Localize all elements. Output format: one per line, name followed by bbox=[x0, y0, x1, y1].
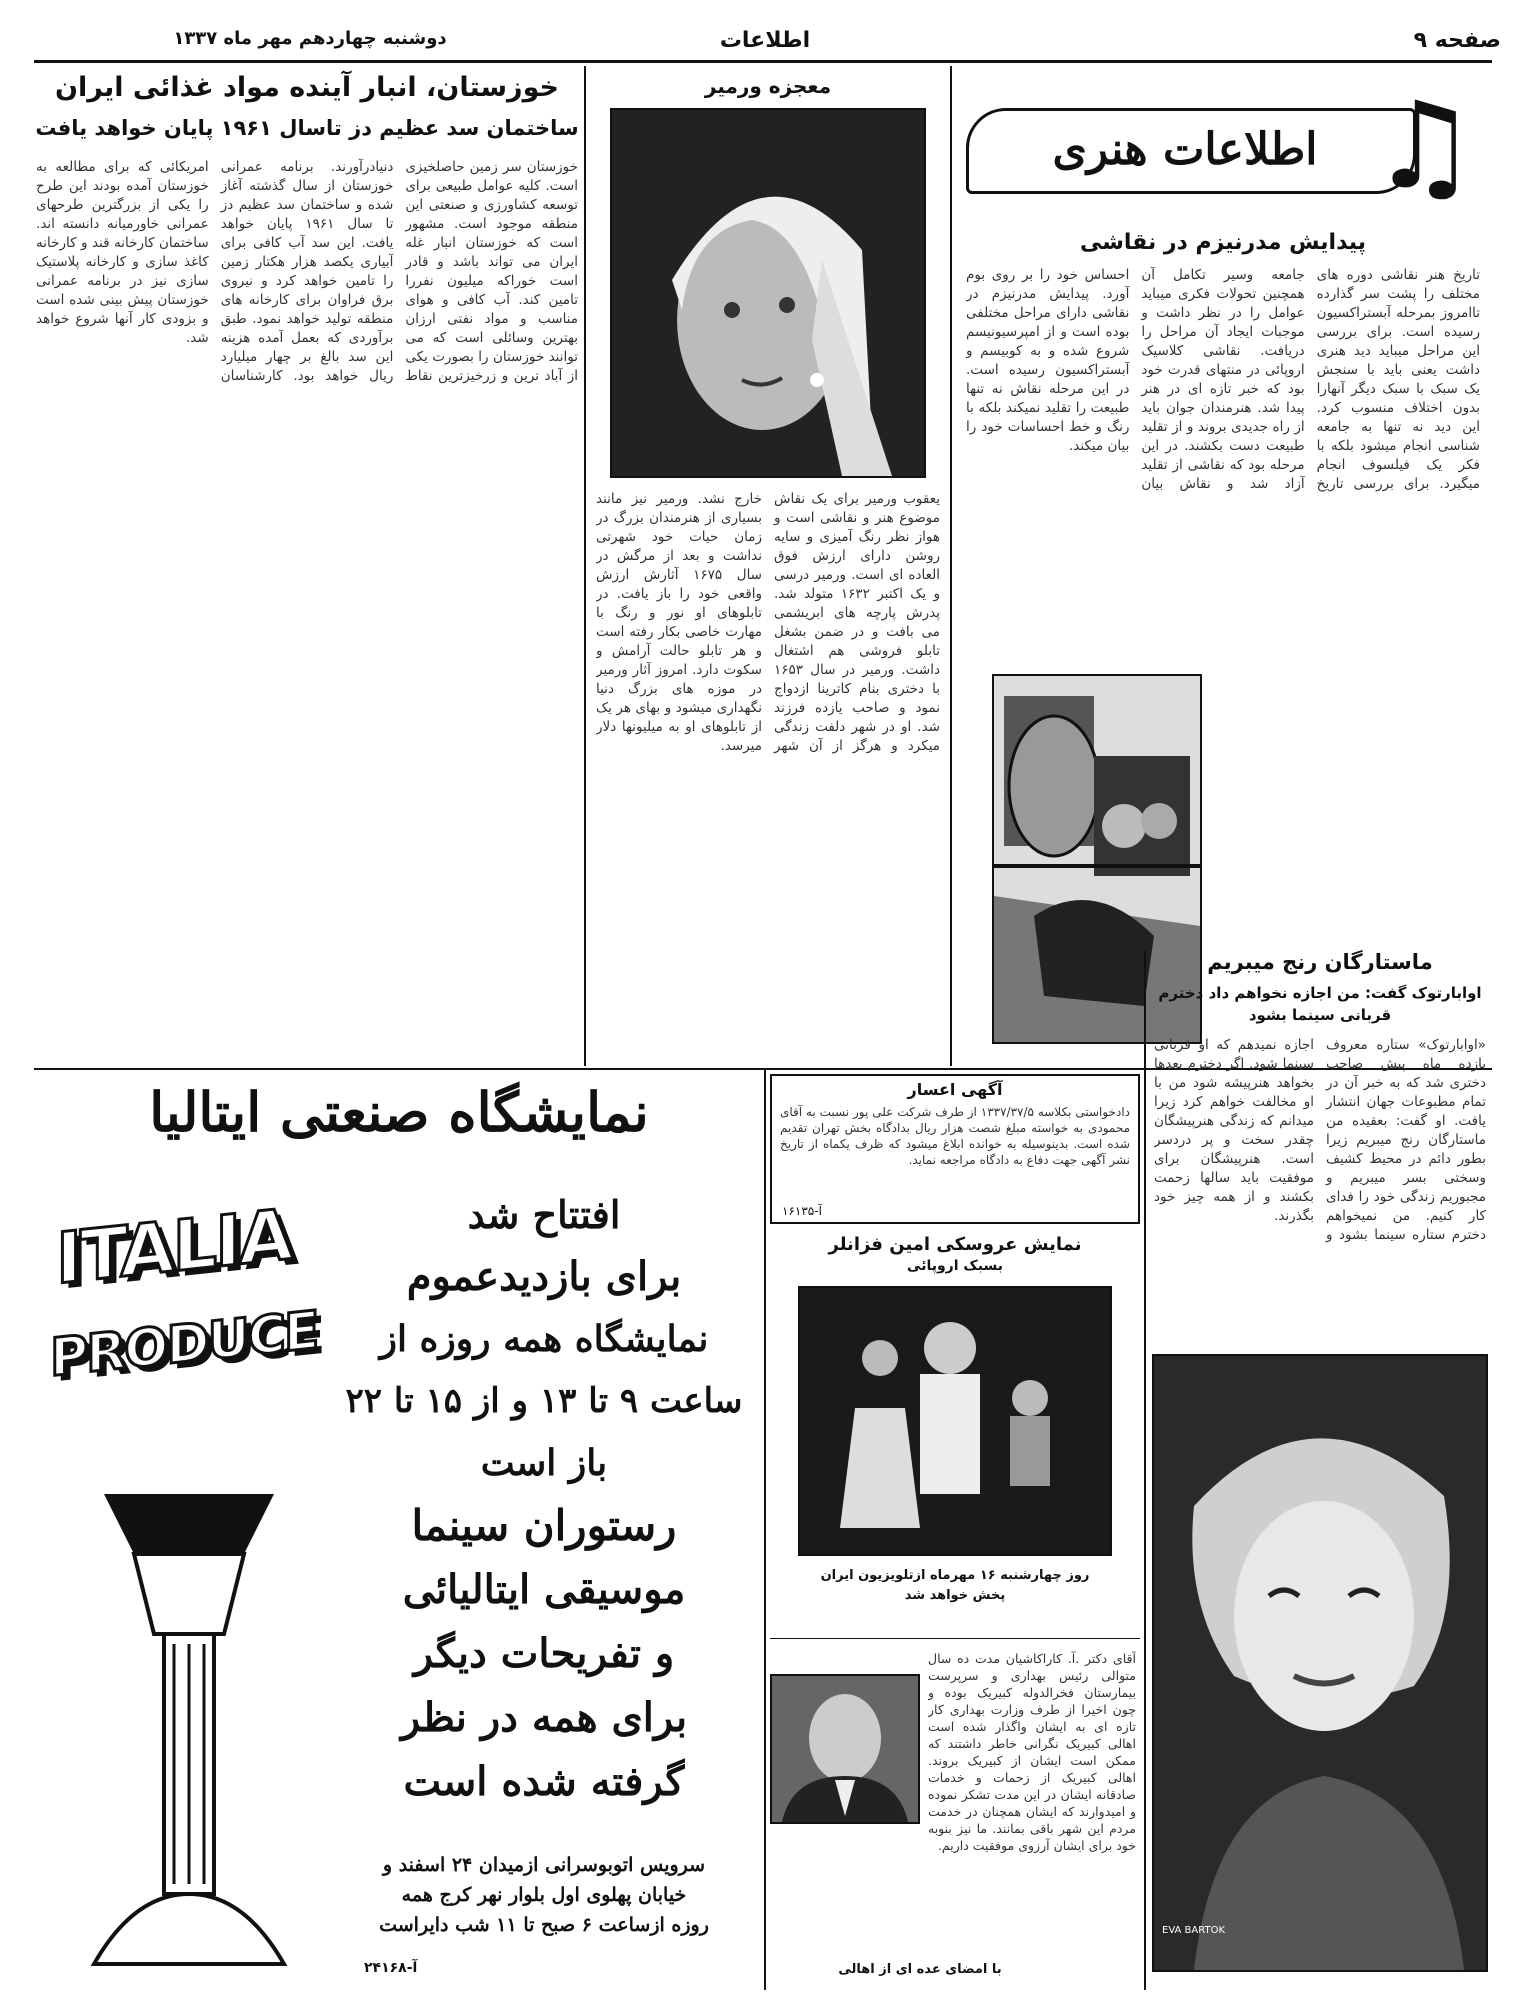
karakashian-body: آقای دکتر .آ. کاراکاشیان مدت ده سال متوالی رئیس بهداری و سرپرست بیمارستان فخرالدوله کبیریک بوده و چون اخیرا از طرف وزارت بهداری کار تازه ای به ایشان واگذار شده است اهالی کبیریک نگرانی خاطر داشتند که ممکن است ایشان از کبیریک بروند. اهالی کبیریک از زحمات و خدمات صادقانه ایشان در این مدت تشکر نموده و امیدوارند که ایشان همچنان در خدمت مردم این شهر باقی بمانند. ما نیز بنوبه خود برای ایشان آرزوی موفقیت داریم. bbox=[928, 1651, 1136, 1853]
khuzestan-body: خوزستان سر زمین حاصلخیزی است. کلیه عوامل طبیعی برای توسعه کشاورزی و صنعتی این منطقه موجود است. مشهور است که خوزستان انبار غله ایران می تواند باشد و قادر است خوراکه میلیون نفررا تامین کند. آب کافی و هوای مناسب و مواد نفتی ارزان بهترین وسائلی است که می توانند خوزستان را بصورت یکی از آباد ترین و زرخیزترین نقاط دنیادرآورند. برنامه عمرانی خوزستان از سال گذشته آغاز شده و ساختمان سد عظیم دز تا سال ۱۹۶۱ پایان خواهد یافت. این سد آب کافی برای آبیاری یکصد هزار هکتار زمین را تامین خواهد کرد و نیروی برق فراوان برای کارخانه های منطقه تولید خواهد نمود. طبق برآوردی که بعمل آمده هزینه این سد بالغ بر چهار میلیارد ریال خواهد بود. کارشناسان امریکائی که برای مطالعه به خوزستان آمده بودند این طرح را یکی از بزرگترین طرحهای عمرانی خاورمیانه دانسته اند. ساختمان کارخانه قند و کارخانه کاغذ سازی و کارخانه پلاستیک سازی نیز در برنامه عمرانی خوزستان پیش بینی شده است و بزودی کار آنها شروع خواهد شد. bbox=[36, 159, 578, 384]
khuzestan-headline: خوزستان، انبار آینده مواد غذائی ایران bbox=[55, 72, 559, 103]
vermeer-body: یعقوب ورمیر برای یک نقاش موضوع هنر و نقاشی است و هواز نظر رنگ آمیزی و سایه روشن دارای ارزش فوق العاده ای است. ورمیر درسی و یک اکتبر ۱۶۳۲ متولد شد. پدرش پارچه های ابریشمی می بافت و در ضمن بشغل تابلو فروشی هم اشتغال داشت. ورمیر در سال ۱۶۵۳ با دختری بنام کاترینا ازدواج نمود و صاحب یازده فرزند شد. او در شهر دلفت زندگی میکرد و هرگز از آن شهر خارج نشد. ورمیر نیز مانند بسیاری از هنرمندان بزرگ در زمان حیات خود شهرتی نداشت و بعد از مرگش در سال ۱۶۷۵ آثارش ارزش واقعی خود را باز یافت. در تابلوهای او نور و رنگ با مهارت خاصی بکار رفته است و هر تابلو حالت آرامش و سکوت دارد. امروز آثار ورمیر در موزه های بزرگ دنیا نگهداری میشود و بهای هر یک از تابلوهای او به میلیونها دلار میرسد. bbox=[596, 491, 940, 754]
bartok-headline: ماستارگان رنج میبریم bbox=[1207, 950, 1433, 974]
ad-rule-right bbox=[764, 1068, 766, 1990]
honari-logo bbox=[960, 72, 1486, 222]
italia-logo-line2: PRODUCE bbox=[50, 1300, 318, 1389]
girl-with-pearl-graphic bbox=[612, 110, 924, 476]
italia-ad bbox=[34, 1074, 760, 1990]
vermeer-portrait-image bbox=[610, 108, 926, 478]
bartok-photo-caption: EVA BARTOK bbox=[1162, 1925, 1225, 1936]
italia-ad-bus-line: خیابان پهلوی اول بلوار نهر کرج همه bbox=[401, 1884, 687, 1906]
vermeer-title: معجزه ورمیر bbox=[704, 74, 832, 98]
italia-logo-line1: ITALIA bbox=[56, 1193, 292, 1301]
italia-ad-lines bbox=[334, 1184, 754, 1824]
khuzestan-rule-right bbox=[584, 66, 586, 1066]
khuzestan-subheadline: ساختمان سد عظیم دز تاسال ۱۹۶۱ پایان خواهد یافت bbox=[35, 116, 579, 140]
karakashian-section bbox=[770, 1644, 1140, 1990]
bartok-photo-image bbox=[1152, 1354, 1488, 1972]
bartok-body: «اوابارتوک» ستاره معروف یازده ماه پیش صاحب دختری شد که به خبر آن در تمام مطبوعات جهان انتشار یافت. او گفت: بعقیده من ماستارگان رنج میبریم زیرا بطور دائم در محیط کشیف وسختی بسر میبریم و مجبوریم زندگی خود را فدای کار کنیم. من نمیخواهم دخترم ستاره سینما بشود و اجازه نمیدهم که او قربانی سینما شود. اگر دخترم بعدها بخواهد هنرپیشه شود من با او مخالفت خواهم کرد زیرا میدانم که زندگی هنرپیشگان چقدر سخت و پر دردسر است. هنرپیشگان برای موفقیت باید سالها زحمت بکشند و از همه چیز خود بگذرند. bbox=[1154, 1037, 1486, 1243]
azar-subheadline: بسبک اروپائی bbox=[907, 1258, 1003, 1274]
italia-ad-line: ساعت ۹ تا ۱۳ و از ۱۵ تا ۲۲ bbox=[345, 1381, 743, 1421]
italia-ad-line: باز است bbox=[480, 1442, 608, 1484]
honari-body: تاریخ هنر نقاشی دوره های مختلف را پشت سر گذارده تاامروز بمرحله آبستراکسیون رسیده است. برای بررسی این مراحل میباید دید هنری داشت یعنی باید با سنجش یک سبک با سبک دیگر آنهارا بدون اختلاف منسوب کرد. این دید نه تنها به جامعه شناسی انجام میشود بلکه با فکر یک فیلسوف انجام میگیرد. برای بررسی تاریخ جامعه وسیر تکامل آن همچنین تحولات فکری میباید عوامل را در نظر داشت و موجبات ایجاد آن مراحل را دریافت. نقاشی کلاسیک اروپائی در منتهای قدرت خود بود که خبر تازه ای در هنر پیدا شد. هنرمندان جوان باید از راه جدیدی بروند و از تقلید طبیعت دست بکشند. در این مرحله بود که نقاشی از تقلید آزاد شد و نقاش بیان احساس خود را بر روی بوم آورد. پیدایش مدرنیزم در نقاشی دارای مراحل مختلفی بوده است و از امپرسیونیسم شروع شده و به کوبیسم و آبستراکسیون رسیده است. در این مرحله نقاش نه تنها طبیعت را تقلید نمیکند بلکه با رنگ و خط احساسات خود را بیان میکند. bbox=[966, 267, 1480, 492]
azar-headline: نمایش عروسکی امین فزانلر bbox=[828, 1234, 1082, 1255]
honari-logo-text: اطلاعات هنری bbox=[1052, 124, 1318, 175]
page-number: صفحه ۹ bbox=[1413, 28, 1501, 53]
italia-ad-line: رستوران سینما bbox=[411, 1501, 677, 1550]
italia-ad-bus bbox=[334, 1850, 754, 1950]
asar-body: دادخواستی بکلاسه ۱۳۳۷/۳۷/۵ از طرف شرکت علی پور نسبت به آقای محمودی به خواسته مبلغ شصت هزار ریال بدادگاه بخش تهران تقدیم شده است. بدینوسیله به خوانده ابلاغ میشود که ظرف یکماه از تاریخ نشر آگهی جهت دفاع به دادگاه مراجعه نماید. bbox=[780, 1105, 1130, 1167]
vermeer-section bbox=[590, 66, 946, 1066]
italia-ad-line: برای بازدیدعموم bbox=[406, 1253, 682, 1300]
puppet-show-image bbox=[798, 1286, 1112, 1556]
vermeer-rule-right bbox=[950, 66, 952, 1066]
honari-headline: پیدایش مدرنیزم در نقاشی bbox=[1079, 230, 1367, 255]
karakashian-portrait-graphic bbox=[772, 1676, 918, 1822]
date-line: دوشنبه چهاردهم مهر ماه ۱۳۳۷ bbox=[173, 28, 447, 49]
asar-notice bbox=[770, 1074, 1140, 1224]
karakashian-photo-image bbox=[770, 1674, 920, 1824]
asar-title: آگهی اعسار bbox=[907, 1080, 1003, 1099]
asar-code: آ-۱۶۱۳۵ bbox=[782, 1204, 822, 1218]
azar-section bbox=[770, 1230, 1140, 1630]
puppet-show-graphic bbox=[800, 1288, 1110, 1554]
masthead-rule bbox=[34, 60, 1492, 63]
italia-ad-line: گرفته شده است bbox=[403, 1758, 685, 1805]
italia-ad-line: نمایشگاه همه روزه از bbox=[379, 1318, 709, 1360]
italia-ad-line: افتتاح شد bbox=[467, 1192, 621, 1237]
italia-ad-line: موسیقی ایتالیائی bbox=[402, 1566, 686, 1613]
karakashian-rule bbox=[770, 1638, 1140, 1639]
bartok-rule-left bbox=[1144, 950, 1146, 1990]
bartok-section bbox=[1148, 950, 1492, 1990]
azar-caption: روز چهارشنبه ۱۶ مهرماه ازتلویزیون ایران پخش خواهد شد bbox=[820, 1568, 1090, 1603]
italia-ad-line: برای همه در نظر bbox=[400, 1694, 688, 1741]
italia-ad-bus-line: سرویس اتوبوسرانی ازمیدان ۲۴ اسفند و bbox=[382, 1854, 706, 1876]
italia-ad-code: آ-۲۴۱۶۸ bbox=[364, 1960, 418, 1976]
karakashian-signature: با امضای عده ای از اهالی bbox=[838, 1962, 1002, 1977]
italia-logo bbox=[40, 1194, 330, 1504]
italia-ad-line: و تفریحات دیگر bbox=[413, 1630, 675, 1677]
bartok-portrait-graphic bbox=[1154, 1356, 1486, 1970]
paper-name: اطلاعات bbox=[719, 28, 811, 53]
music-note-icon: ♫ bbox=[1370, 77, 1478, 216]
tower-graphic bbox=[74, 1494, 304, 1974]
italia-tower-graphic bbox=[74, 1494, 304, 1974]
bartok-subheadline: اوابارتوک گفت: من اجازه نخواهم داد دخترم قربانی سینما بشود bbox=[1158, 984, 1482, 1024]
honari-section bbox=[960, 66, 1486, 1066]
masthead bbox=[0, 0, 1525, 58]
italia-ad-bus-line: روزه ازساعت ۶ صبح تا ۱۱ شب دایراست bbox=[379, 1914, 709, 1936]
italia-ad-headline: نمایشگاه صنعتی ایتالیا bbox=[149, 1080, 649, 1144]
khuzestan-section bbox=[34, 66, 580, 1066]
